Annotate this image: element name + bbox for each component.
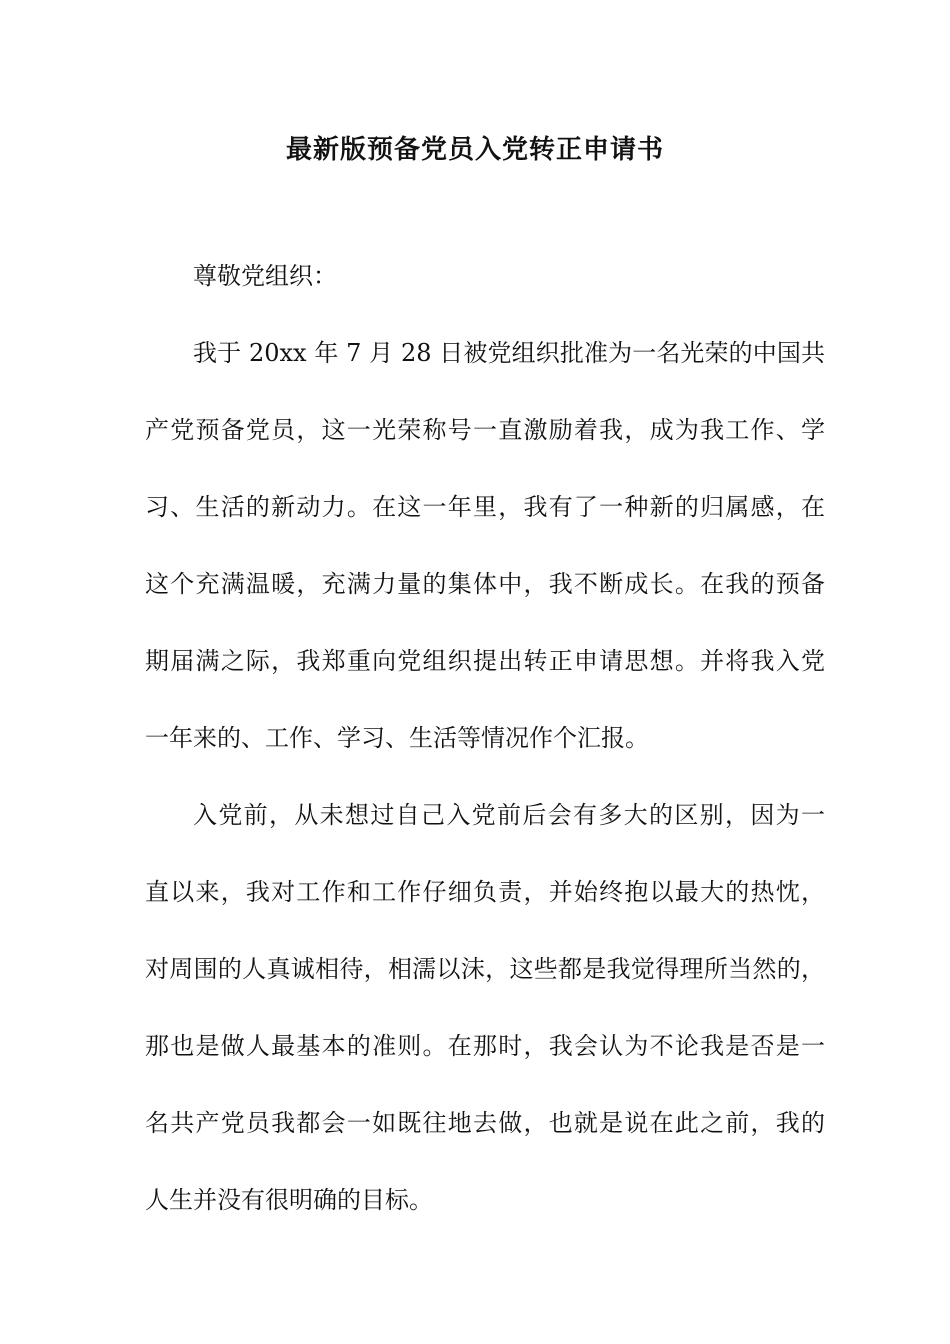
- paragraph-1-line-3: 习、生活的新动力。在这一年里，我有了一种新的归属感，在: [145, 493, 825, 521]
- document-body: [145, 256, 825, 1257]
- salutation-line: 尊敬党组织：: [193, 262, 337, 290]
- paragraph-2-line-3: 对周围的人真诚相待，相濡以沫，这些都是我觉得理所当然的，: [145, 955, 825, 983]
- paragraph-2-line-5: 名共产党员我都会一如既往地去做，也就是说在此之前，我的: [145, 1109, 825, 1137]
- paragraph-1-line-4: 这个充满温暖，充满力量的集体中，我不断成长。在我的预备: [145, 570, 825, 598]
- paragraph-2-line-1: 入党前，从未想过自己入党前后会有多大的区别，因为一: [193, 801, 825, 829]
- paragraph-2-line-4: 那也是做人最基本的准则。在那时，我会认为不论我是否是一: [145, 1032, 825, 1060]
- document-title: 最新版预备党员入党转正申请书: [285, 135, 664, 165]
- paragraph-2-line-6: 人生并没有很明确的目标。: [145, 1186, 433, 1214]
- paragraph-1-line-1: 我于 20xx 年 7 月 28 日被党组织批准为一名光荣的中国共: [193, 339, 825, 367]
- paragraph-1-line-2: 产党预备党员，这一光荣称号一直激励着我，成为我工作、学: [145, 416, 825, 444]
- paragraph-2-line-2: 直以来，我对工作和工作仔细负责，并始终抱以最大的热忱，: [145, 878, 825, 906]
- paragraph-1-line-6: 一年来的、工作、学习、生活等情况作个汇报。: [145, 724, 649, 752]
- paragraph-1-line-5: 期届满之际，我郑重向党组织提出转正申请思想。并将我入党: [145, 647, 825, 675]
